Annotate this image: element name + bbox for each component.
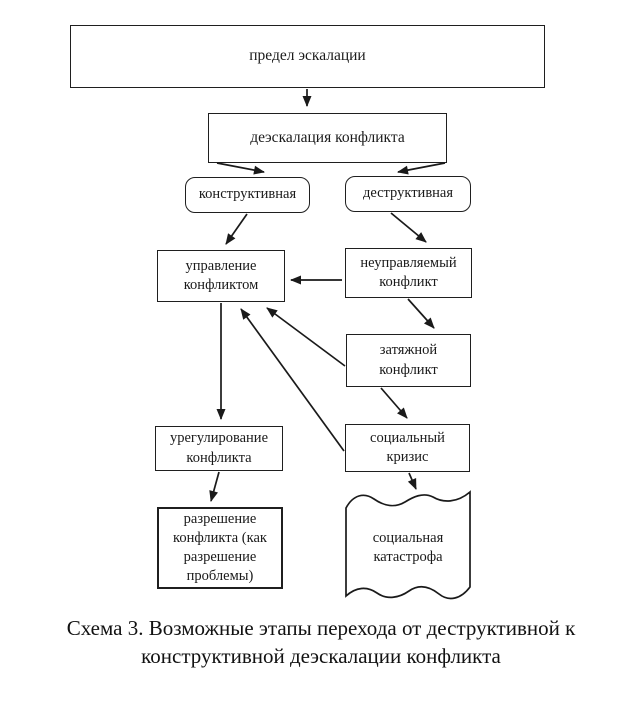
arrow-protracted-to-crisis	[381, 388, 407, 418]
node-deescalation: деэскалация конфликта	[208, 113, 447, 163]
node-destructive: деструктивная	[345, 176, 471, 212]
diagram-caption-text: Схема 3. Возможные этапы перехода от деструктивной к конструктивной деэскалации конфликта	[66, 616, 576, 669]
node-social-crisis: социальный кризис	[345, 424, 470, 472]
node-unmanaged-conflict: неуправляемый конфликт	[345, 248, 472, 298]
diagram-caption	[0, 614, 642, 671]
node-conflict-resolution: разрешение конфликта (как разрешение проблемы)	[157, 507, 283, 589]
arrow-deescalation-to-constructive	[217, 163, 264, 172]
node-constructive: конструктивная	[185, 177, 310, 213]
arrow-settlement-to-resolution	[211, 472, 219, 501]
node-conflict-settlement: урегулирование конфликта	[155, 426, 283, 471]
arrow-deescalation-to-destructive	[398, 163, 445, 172]
node-protracted-conflict: затяжной конфликт	[346, 334, 471, 387]
arrow-destructive-to-unmanaged	[391, 213, 426, 242]
arrow-unmanaged-to-protracted	[408, 299, 434, 328]
arrow-protracted-to-management	[267, 308, 345, 366]
arrow-constructive-to-management	[226, 214, 247, 244]
arrow-crisis-to-catastrophe	[409, 473, 416, 489]
node-social-catastrophe: социальная катастрофа	[372, 529, 444, 565]
node-escalation-limit: предел эскалации	[70, 25, 545, 88]
node-conflict-management: управление конфликтом	[157, 250, 285, 302]
